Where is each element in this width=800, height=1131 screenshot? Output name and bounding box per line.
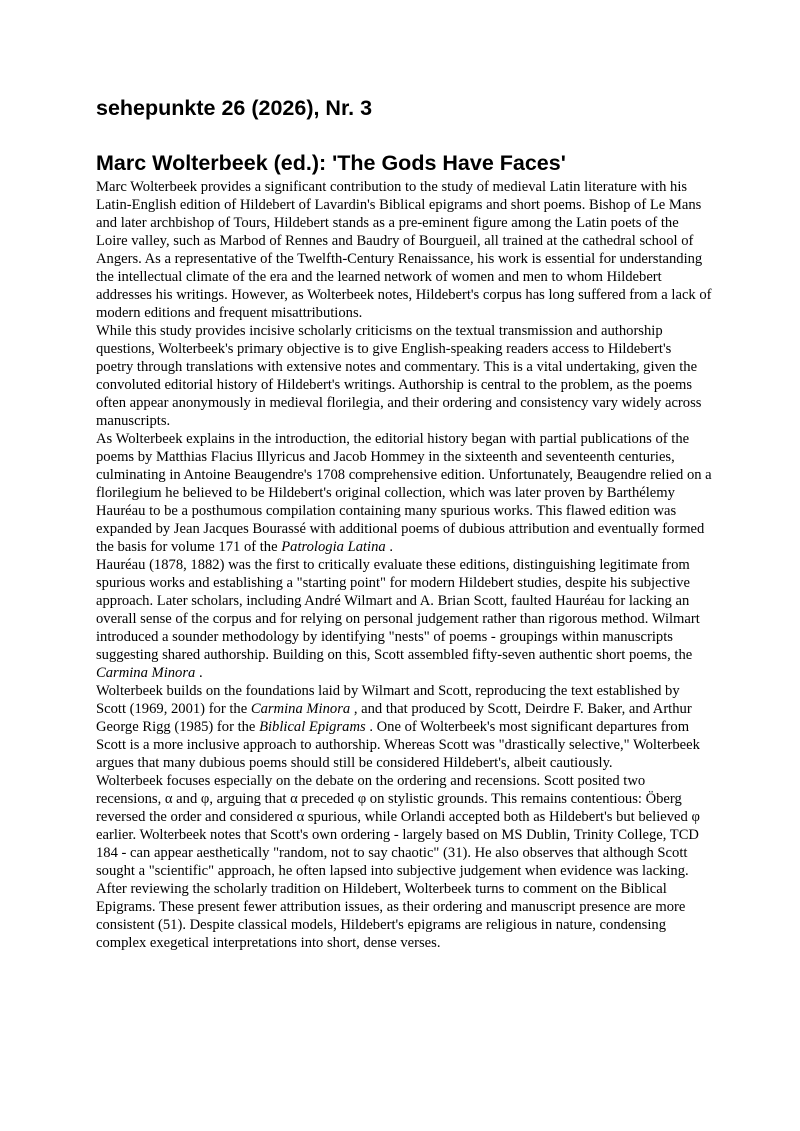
text-run: As Wolterbeek explains in the introduction, the editorial history began with partial publications of the poems by Matthias Flacius Illyricus and Jacob Hommey in the sixteenth and seventeenth centuries, culminating in Antoine Beaugendre's 1708 comprehensive edition. Unfortunately, Beaugendre relied on a florilegium he believed to be Hildebert's original collection, which was later proven by Barthélemy Hauréau to be a posthumous compilation containing many spurious works. This flawed edition was expanded by Jean Jacques Bourassé with additional poems of dubious attribution and eventually formed the basis for volume 171 of the xyxy=(96,431,712,555)
journal-issue-heading: sehepunkte 26 (2026), Nr. 3 xyxy=(96,96,373,120)
review-page xyxy=(96,95,712,952)
body-paragraph xyxy=(96,880,712,952)
review-body xyxy=(96,178,712,952)
text-run: Hauréau (1878, 1882) was the first to critically evaluate these editions, distinguishing legitimate from spurious works and establishing a "starting point" for modern Hildebert studies, despite his subjective approach. Later scholars, including André Wilmart and A. Brian Scott, faulted Hauréau for lacking an overall sense of the corpus and for relying on personal judgement rather than rigorous method. Wilmart introduced a sounder methodology by identifying "nests" of poems - groupings within manuscripts suggesting shared authorship. Building on this, Scott assembled fifty-seven authentic short poems, the xyxy=(96,557,700,663)
body-paragraph xyxy=(96,430,712,556)
text-run: Wolterbeek focuses especially on the debate on the ordering and recensions. Scott posited two recensions, α and φ, arguing that α preceded φ on stylistic grounds. This remains contentious: Öberg reversed the order and considered α spurious, while Orlandi accepted both as Hildebert's but believed φ earlier. Wolterbeek notes that Scott's own ordering - largely based on MS Dublin, Trinity College, TCD 184 - can appear aesthetically "random, not to say chaotic" (31). He also observes that although Scott sought a "scientific" approach, he often lapsed into subjective judgement when evidence was lacking. xyxy=(96,773,700,879)
text-run: , and that produced by Scott, Deirdre F. Baker, and Arthur George Rigg (1985) for the xyxy=(96,701,692,735)
text-run: While this study provides incisive scholarly criticisms on the textual transmission and authorship questions, Wolterbeek's primary objective is to give English-speaking readers access to Hildebert's poetry through translations with extensive notes and commentary. This is a vital undertaking, given the convoluted editorial history of Hildebert's writings. Authorship is central to the problem, as the poems often appear anonymously in medieval florilegia, and their ordering and consistency vary widely across manuscripts. xyxy=(96,323,702,429)
body-paragraph xyxy=(96,556,712,682)
italic-title: Patrologia Latina xyxy=(281,539,386,555)
italic-title: Carmina Minora xyxy=(250,701,351,717)
text-run: . One of Wolterbeek's most significant departures from Scott is a more inclusive approach to authorship. Whereas Scott was "drastically selective," Wolterbeek argues that many dubious poems should still be considered Hildebert's, albeit cautiously. xyxy=(96,719,700,771)
text-run: Wolterbeek builds on the foundations laid by Wilmart and Scott, reproducing the text established by Scott (1969, 2001) for the xyxy=(96,683,680,717)
body-paragraph xyxy=(96,178,712,322)
italic-title: Carmina Minora xyxy=(96,665,196,681)
body-paragraph xyxy=(96,682,712,772)
text-run: After reviewing the scholarly tradition on Hildebert, Wolterbeek turns to comment on the Biblical Epigrams. These present fewer attribution issues, as their ordering and manuscript presence are more consistent (51). Despite classical models, Hildebert's epigrams are religious in nature, condensing complex exegetical interpretations into short, dense verses. xyxy=(96,881,686,951)
body-paragraph xyxy=(96,322,712,430)
text-run: . xyxy=(195,665,203,681)
text-run: . xyxy=(385,539,393,555)
italic-title: Biblical Epigrams xyxy=(259,719,366,735)
text-run: Marc Wolterbeek provides a significant contribution to the study of medieval Latin literature with his Latin-English edition of Hildebert of Lavardin's Biblical epigrams and short poems. Bishop of Le Mans and later archbishop of Tours, Hildebert stands as a pre-eminent figure among the Latin poets of the Loire valley, such as Marbod of Rennes and Baudry of Bourgueil, all trained at the cathedral school of Angers. As a representative of the Twelfth-Century Renaissance, his work is essential for understanding the intellectual climate of the era and the learned network of women and men to whom Hildebert addresses his writings. However, as Wolterbeek notes, Hildebert's corpus has long suffered from a lack of modern editions and frequent misattributions. xyxy=(96,179,712,321)
review-title: Marc Wolterbeek (ed.): 'The Gods Have Faces' xyxy=(96,151,566,175)
body-paragraph xyxy=(96,772,712,880)
